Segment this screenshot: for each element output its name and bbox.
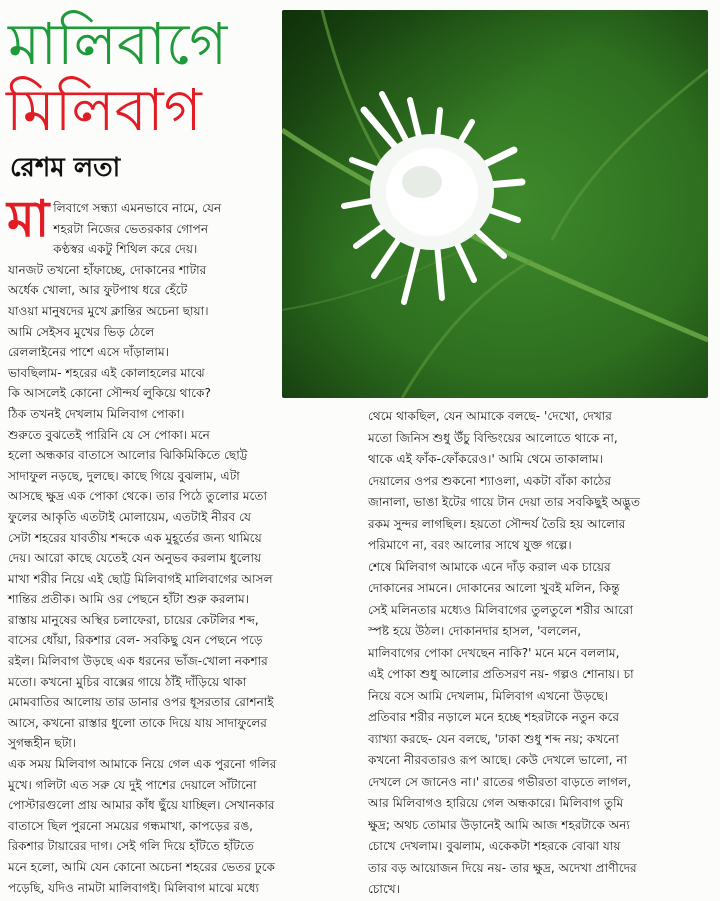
text-line: তার বড় আয়োজন দিয়ে নয়- তার ক্ষুদ্র, অদেখা প্রাণীদের [368,860,637,875]
text-line: মালিবাগের পোকা দেখছেন নাকি?' মনে মনে বললাম, [368,645,620,660]
text-line: রিকশার টায়ারের দাগ। সেই গলি দিয়ে হাঁটতে হাঁটতে [8,839,254,854]
text-line: শুরুতে বুঝতেই পারিনি যে সে পোকা। মনে [8,427,210,442]
text-line: পড়েছি, যদিও নামটা মালিবাগই। মিলিবাগ মাঝে মধ্যে [8,880,259,895]
text-line: বাতাসে ছিল পুরনো সময়ের গন্ধমাখা, কাপড়ের রঙ, [8,818,254,833]
text-line: ঠিক তখনই দেখলাম মিলিবাগ পোকা। [8,406,185,421]
text-line: পোস্টারগুলো প্রায় আমার কাঁধ ছুঁয়ে যাচ্ছিল। সেখানকার [8,798,275,813]
text-line: সাদাফুল নড়ছে, দুলছে। কাছে গিয়ে বুঝলাম, এটা [8,468,240,483]
text-line: মুখে। গলিটা এত সরু যে দুই পাশের দেয়ালে সাঁটানো [8,777,257,792]
text-line: মাখা শরীর নিয়ে এই ছোট্ট মিলিবাগই মালিবাগের আসল [8,571,273,586]
text-line: ভাবছিলাম- শহরের এই কোলাহলের মাঝে [8,365,205,380]
drop-cap: মা [7,190,50,248]
text-line: রকম সুন্দর লাগছিল। হয়তো সৌন্দর্য তৈরি হয় আলোর [368,516,626,531]
text-line: ব্যাখ্যা করছে- যেন বলছে, 'ঢাকা শুধু শব্দ নয়; কখনো [368,731,619,746]
text-line: কখনো নীরবতারও রূপ আছে। কেউ দেখলে ভালো, না [368,753,628,767]
text-line: থাকে এই ফাঁক-ফোঁকরেও।' আমি থেমে তাকালাম। [368,452,604,466]
text-line: আসে, কখনো রাস্তার ধুলো তাকে দিয়ে যায় সাদাফুলের [8,715,267,730]
text-line: শহরটা নিজের ভেতরকার গোপন [53,221,209,236]
text-line: মতো। কখনো মুচির বাক্সের গায়ে ঠাঁই দাঁড়িয়ে থাকা [8,674,247,689]
text-line: ফুলের আকৃতি এতটাই মোলায়েম, এতটাই নীরব যে [8,509,251,524]
left-column [7,190,354,898]
text-line: রাস্তায় মানুষের অস্থির চলাফেরা, চায়ের কেটলির শব্দ, [8,612,259,627]
author-byline: রেশম লতা [10,153,121,183]
text-line: অর্ধেক খোলা, আর ফুটপাথ ধরে হেঁটে [8,283,188,298]
text-line: রইল। মিলিবাগ উড়ছে এক ধরনের ভাঁজ-খোলা নকশার [8,654,268,669]
text-line: দেয়। আরো কাছে যেতেই যেন অনুভব করলাম ধুলোয় [8,551,262,566]
text-line: আমি সেইসব মুখের ভিড় ঠেলে [8,324,155,339]
text-line: দেখলে সে জানেও না।' রাতের গভীরতা বাড়তে লাগল, [368,774,632,789]
text-line: প্রতিবার শরীর নড়ালে মনে হচ্ছে শহরটাকে নতুন করে [368,710,620,724]
text-line: সুগন্ধহীন ছটা। [8,736,77,751]
text-line: আর মিলিবাগও হারিয়ে গেল অন্ধকারে। মিলিবাগ তুমি [368,796,624,810]
text-line: বাসের ধোঁয়া, রিকশার বেল- সবকিছু যেন পেছনে পড়ে [8,633,263,648]
text-line: মোমবাতির আলোয় তার ডানার ওপর ধূসরতার রোশনাই [8,695,274,710]
text-line: থেমে থাকছিল, যেন আমাকে বলছে- 'দেখো, দেখার [368,409,612,423]
text-line: মতো জিনিস শুধু উঁচু বিল্ডিংয়ের আলোতে থাকে না, [368,430,618,445]
text-line: কণ্ঠস্বর একটু শিথিল করে দেয়। [53,242,198,257]
text-line: শান্তির প্রতীক। আমি ওর পেছনে হাঁটা শুরু করলাম। [8,592,250,607]
text-line: এক সময় মিলিবাগ আমাকে নিয়ে গেল এক পুরনো গলির [8,757,277,772]
text-line: দেয়ালের ওপর শুকনো শ্যাওলা, একটা বাঁকা কাঠের [368,473,612,488]
text-line: আসছে ক্ষুদ্র এক পোকা থেকে। তার পিঠে তুলোর মতো [8,489,267,504]
text-line: সেটা শহরের যাবতীয় শব্দকে এক মুহূর্তের জন্য থামিয়ে [8,530,262,545]
text-line: জানালা, ভাঙা ইটের গায়ে টান দেয়া তার সবকিছুই অদ্ভুত [368,495,641,509]
text-line: রেললাইনের পাশে এসে দাঁড়ালাম। [8,345,169,360]
text-line: স্পষ্ট হয়ে উঠল। দোকানদার হাসল, 'বললেন, [368,624,582,638]
text-line: যাওয়া মানুষদের মুখে ক্লান্তির অচেনা ছায়া। [8,303,209,318]
text-line: কি আসলেই কোনো সৌন্দর্য লুকিয়ে থাকে? [8,386,211,401]
text-line: পরিমাণে না, বরং আলোর সাথে যুক্ত গল্পে। [368,538,572,552]
text-line: চোখে দেখলাম। বুঝলাম, একেকটা শহরকে বোঝা যায় [368,839,621,853]
text-line: ক্ষুদ্র; অথচ তোমার উড়ানেই আমি আজ শহরটাকে অন্য [368,817,630,832]
text-line: চোখে। [368,882,401,896]
text-line: শেষে মিলিবাগ আমাকে এনে দাঁড় করাল এক চায়ের [368,559,611,574]
text-line: লিবাগে সন্ধ্যা এমনভাবে নামে, যেন [53,201,222,215]
text-line: হলো অন্ধকার বাতাসে আলোর ঝিকিমিকিতে ছোট্ট [8,448,248,463]
headline-line-2: মিলিবাগ [6,76,202,144]
headline-line-1: মালিবাগে [8,10,228,78]
text-line: দোকানের সামনে। দোকানের আলো খুবই মলিন, কিন্তু [368,581,620,595]
text-line: যানজট তখনো হাঁফাচ্ছে, দোকানের শাটার [8,262,207,277]
text-line: নিয়ে বসে আমি দেখলাম, মিলিবাগ এখনো উড়ছে। [368,688,608,703]
text-line: সেই মলিনতার মধ্যেও মিলিবাগের তুলতুলে শরীর আরো [368,602,634,617]
text-line: এই পোকা শুধু আলোর প্রতিসরণ নয়- গল্পও শোনায়। চা [368,667,634,681]
text-line: মনে হলো, আমি যেন কোনো অচেনা শহরের ভেতর ঢুকে [8,860,276,874]
right-column [368,406,712,901]
